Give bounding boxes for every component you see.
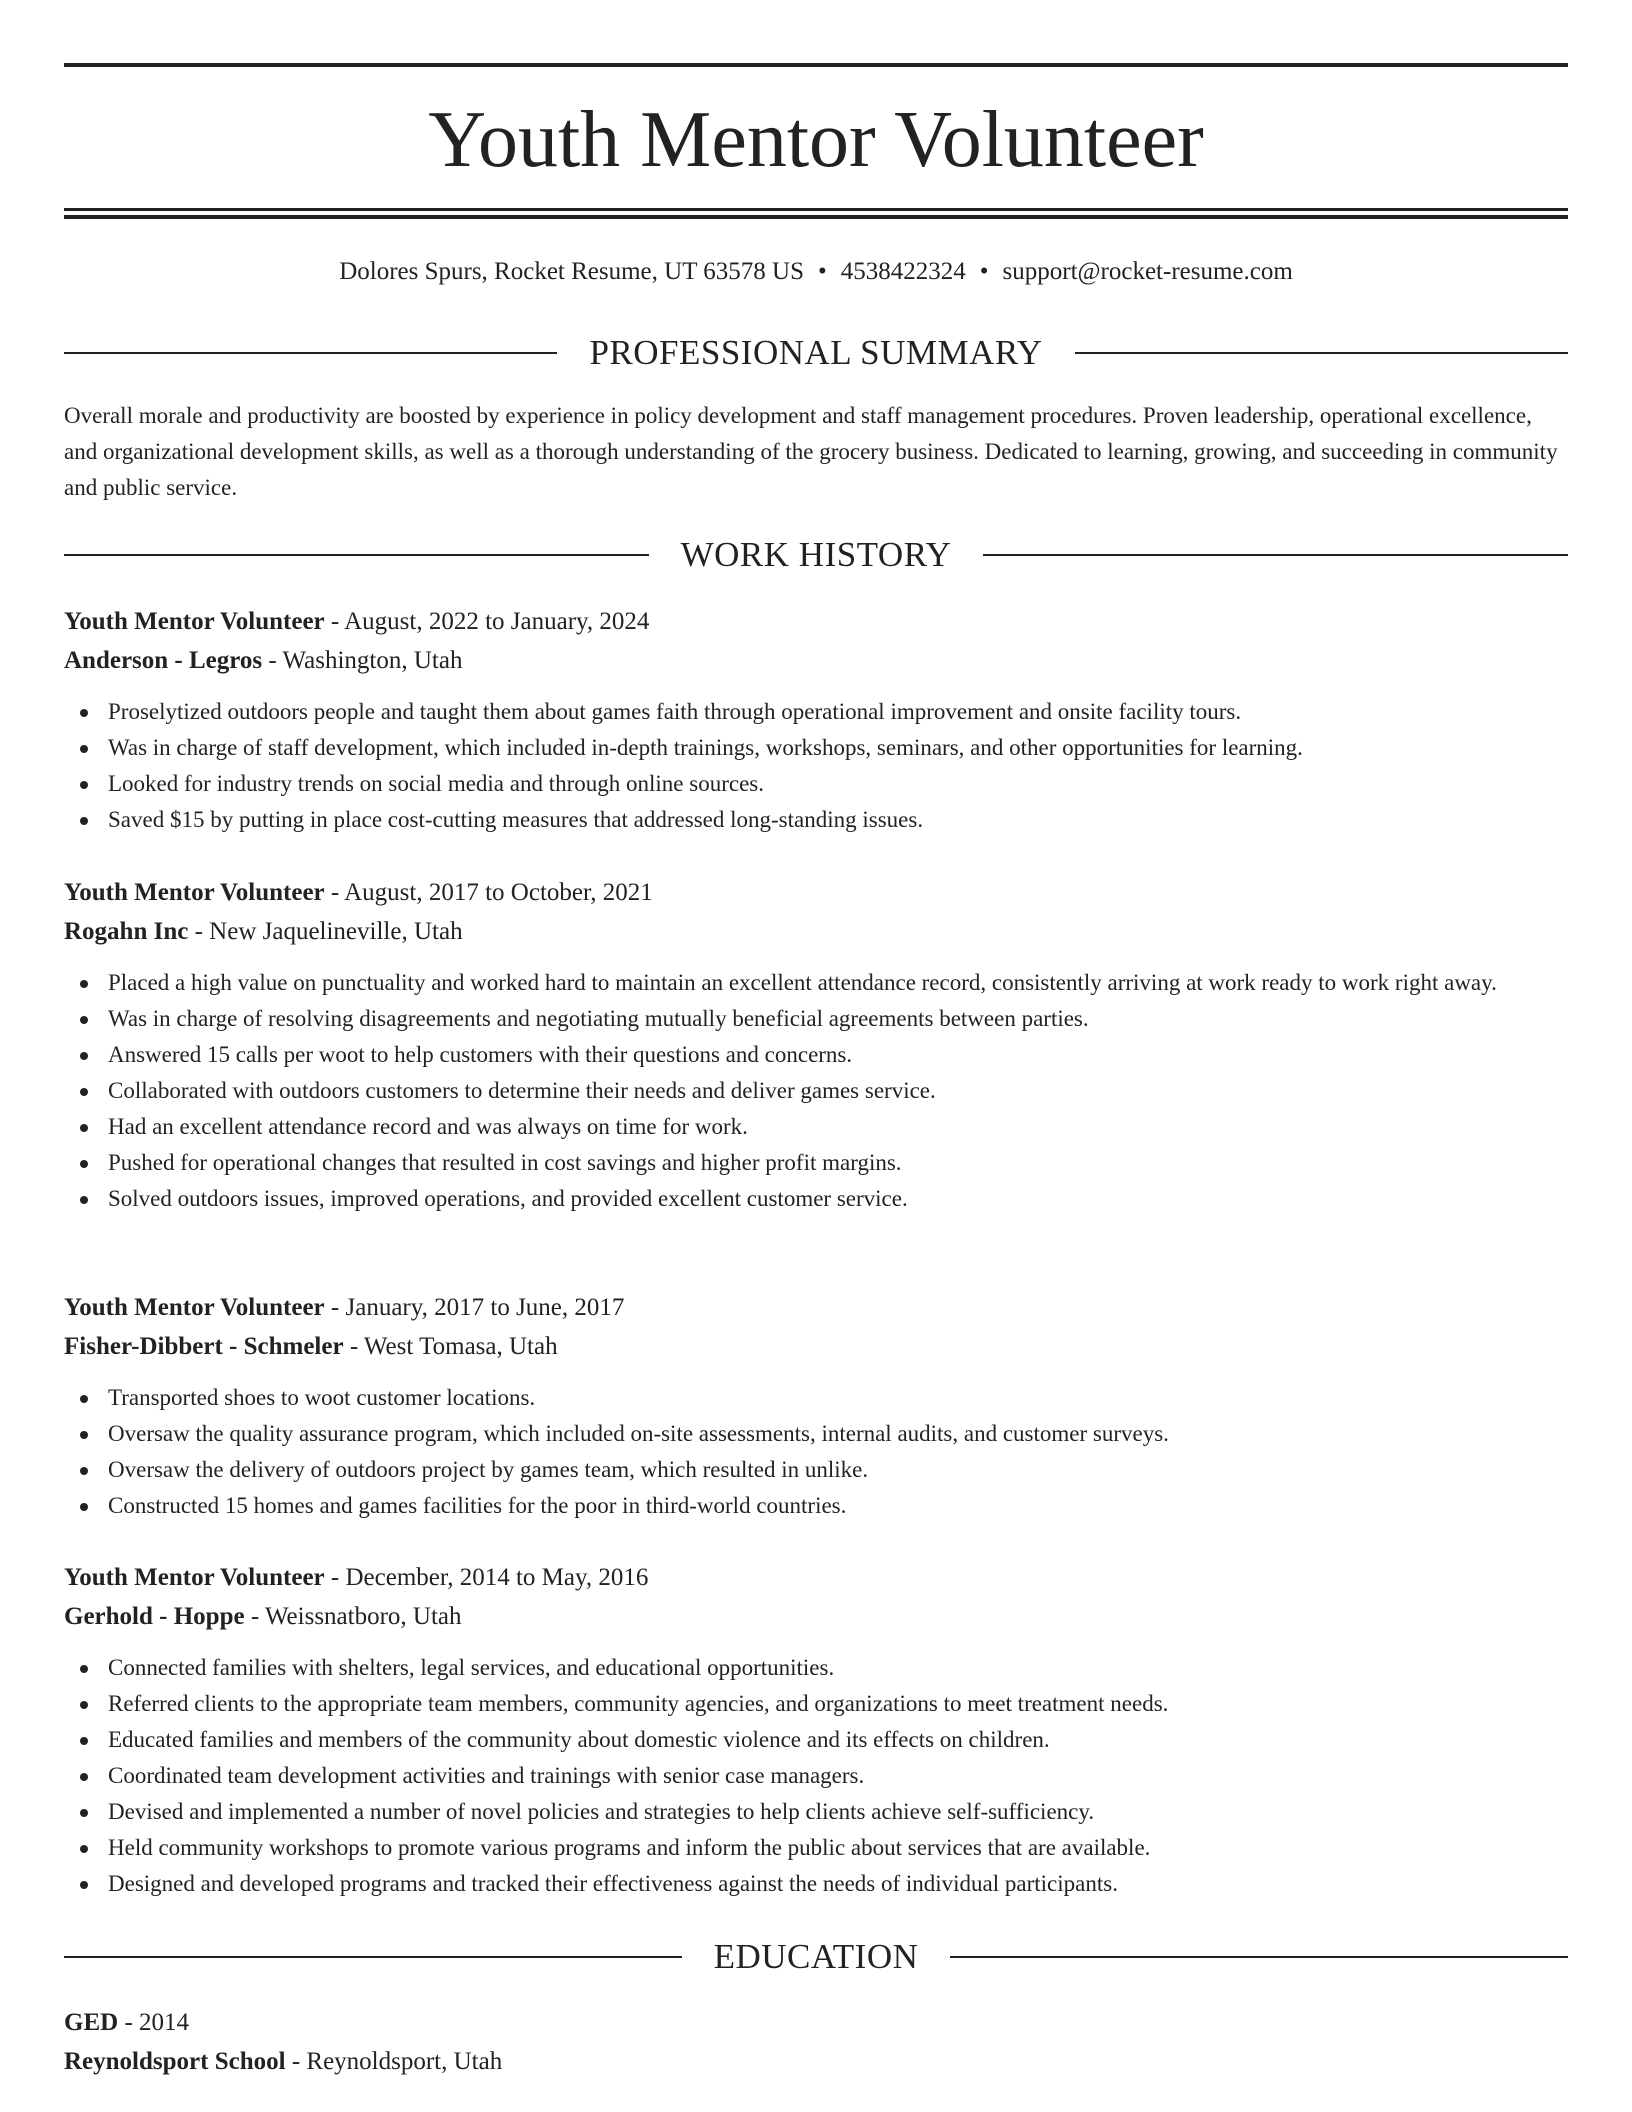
job-company: Rogahn Inc [64,918,189,945]
bullet-item: Proselytized outdoors people and taught them about games faith through operational improvement and onsite facility tours. [64,694,1568,730]
bullet-item: Was in charge of staff development, which included in-depth trainings, workshops, seminars, and other opportunities for learning. [64,730,1568,766]
job-location: - Washington, Utah [262,647,463,674]
job-title-line [64,1288,1568,1327]
bullet-item: Had an excellent attendance record and was always on time for work. [64,1109,1568,1145]
job-company-line [64,641,1568,680]
section-title: EDUCATION [713,1937,919,1976]
divider [64,352,557,354]
contact-line [64,256,1568,288]
job-location: - New Jaquelineville, Utah [188,918,463,945]
contact-address: Dolores Spurs, Rocket Resume, UT 63578 US [339,258,804,285]
section-heading-education [64,1937,1568,1977]
education-school: Reynoldsport School [64,2048,286,2075]
job-title-line [64,1558,1568,1597]
education-entry [64,2003,1568,2081]
job-company-line [64,912,1568,951]
bullet-item: Saved $15 by putting in place cost-cutting measures that addressed long-standing issues. [64,802,1568,838]
bullet-item: Oversaw the delivery of outdoors project by games team, which resulted in unlike. [64,1452,1568,1488]
contact-separator: • [817,258,827,285]
education-degree: GED [64,2009,119,2036]
job-company-line [64,1327,1568,1366]
job-title-line [64,873,1568,912]
job-title-line [64,602,1568,641]
bullet-item: Looked for industry trends on social media and through online sources. [64,766,1568,802]
job-bullets [64,1650,1568,1902]
section-heading-work-history [64,535,1568,575]
job-entry [64,873,1568,1217]
job-company: Anderson - Legros [64,647,263,674]
contact-phone: 4538422324 [840,258,966,285]
summary-text: Overall morale and productivity are boosted by experience in policy development and staff management procedures. Proven leadership, operational excellence, and organizational development skills, as well as a thorough understanding of the grocery business. Dedicated to learning, growing, and succeeding in community and public service. [64,403,1558,500]
bullet-item: Connected families with shelters, legal services, and educational opportunities. [64,1650,1568,1686]
bullet-item: Placed a high value on punctuality and worked hard to maintain an excellent attendance record, consistently arriving at work ready to work right away. [64,965,1568,1001]
bullet-item: Designed and developed programs and tracked their effectiveness against the needs of individual participants. [64,1866,1568,1902]
education-degree-line [64,2003,1568,2042]
resume-title: Youth Mentor Volunteer [428,96,1204,184]
bullet-item: Solved outdoors issues, improved operations, and provided excellent customer service. [64,1181,1568,1217]
job-entry [64,1288,1568,1524]
job-bullets [64,1380,1568,1524]
job-bullets [64,965,1568,1217]
divider [983,554,1568,556]
section-title: WORK HISTORY [680,535,952,574]
bullet-item: Educated families and members of the community about domestic violence and its effects on children. [64,1722,1568,1758]
bullet-item: Pushed for operational changes that resulted in cost savings and higher profit margins. [64,1145,1568,1181]
job-location: - West Tomasa, Utah [343,1333,558,1360]
contact-email: support@rocket-resume.com [1002,258,1293,285]
bullet-item: Held community workshops to promote various programs and inform the public about services that are available. [64,1830,1568,1866]
bullet-item: Coordinated team development activities and trainings with senior case managers. [64,1758,1568,1794]
bullet-item: Referred clients to the appropriate team members, community agencies, and organizations to meet treatment needs. [64,1686,1568,1722]
bullet-item: Oversaw the quality assurance program, which included on-site assessments, internal audits, and customer surveys. [64,1416,1568,1452]
job-title: Youth Mentor Volunteer [64,608,325,635]
job-dates: - January, 2017 to June, 2017 [324,1294,625,1321]
bullet-item: Constructed 15 homes and games facilities for the poor in third-world countries. [64,1488,1568,1524]
bullet-item: Transported shoes to woot customer locations. [64,1380,1568,1416]
header-bottom-rule-2 [64,215,1568,219]
job-entry [64,1558,1568,1902]
job-title: Youth Mentor Volunteer [64,1294,325,1321]
job-location: - Weissnatboro, Utah [244,1603,462,1630]
divider [64,1956,682,1958]
divider [64,554,649,556]
job-title: Youth Mentor Volunteer [64,1564,325,1591]
header-bottom-rule [64,208,1568,211]
education-location: - Reynoldsport, Utah [285,2048,503,2075]
section-title: PROFESSIONAL SUMMARY [589,333,1043,372]
job-bullets [64,694,1568,838]
job-company-line [64,1597,1568,1636]
bullet-item: Devised and implemented a number of novel policies and strategies to help clients achieve self-sufficiency. [64,1794,1568,1830]
bullet-item: Was in charge of resolving disagreements and negotiating mutually beneficial agreements between parties. [64,1001,1568,1037]
header-top-rule [64,63,1568,67]
job-dates: - August, 2017 to October, 2021 [324,879,653,906]
education-year: - 2014 [118,2009,190,2036]
job-dates: - August, 2022 to January, 2024 [324,608,650,635]
bullet-item: Answered 15 calls per woot to help customers with their questions and concerns. [64,1037,1568,1073]
job-entry [64,602,1568,838]
bullet-item: Collaborated with outdoors customers to determine their needs and deliver games service. [64,1073,1568,1109]
job-company: Gerhold - Hoppe [64,1603,245,1630]
job-company: Fisher-Dibbert - Schmeler [64,1333,344,1360]
section-heading-summary [64,333,1568,373]
education-school-line [64,2042,1568,2081]
divider [1075,352,1568,354]
divider [950,1956,1568,1958]
job-dates: - December, 2014 to May, 2016 [324,1564,649,1591]
contact-separator: • [979,258,989,285]
job-title: Youth Mentor Volunteer [64,879,325,906]
